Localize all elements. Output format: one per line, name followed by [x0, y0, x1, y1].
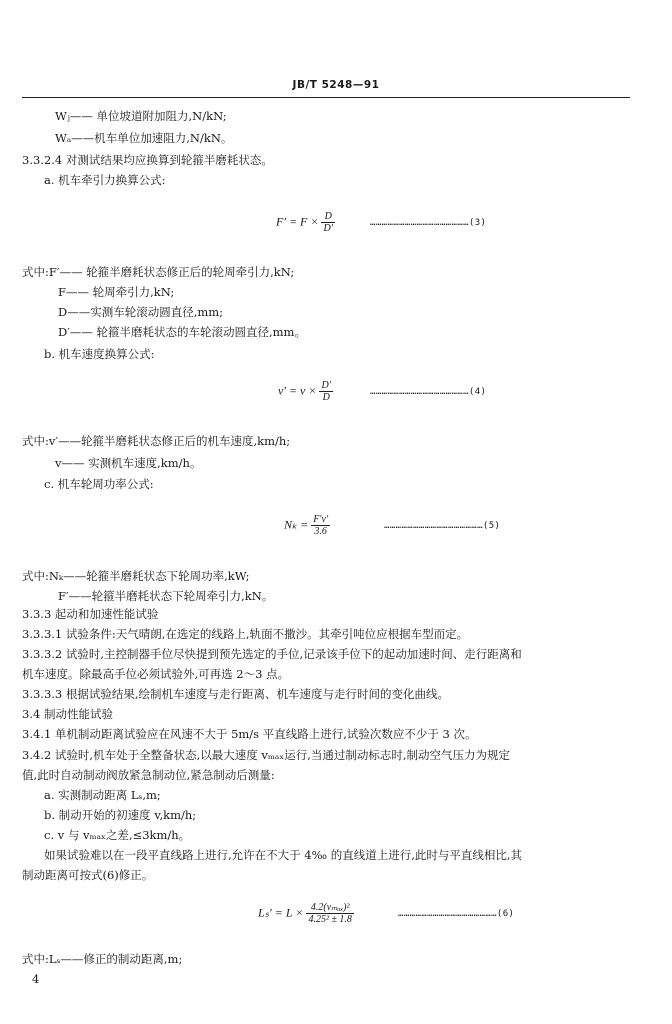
clause-3-4-2-line1: 3.4.2 试验时,机车处于全整备状态,以最大速度 vₘₐₓ运行,当通过制动标志时,制动空气压力为规定 [22, 748, 511, 762]
item-c-power: c. 机车轮周功率公式: [44, 477, 154, 491]
formula-6-numerator: 4.2(vₘₐₓ)² [306, 902, 354, 914]
formula-3-ref: ……………………………………………(3) [370, 218, 487, 228]
formula-4-fraction [319, 380, 332, 403]
clause-3-3-2-4: 3.3.2.4 对测试结果均应换算到轮箍半磨耗状态。 [22, 153, 273, 167]
item-b-speed: b. 机车速度换算公式: [44, 347, 155, 361]
clause-3-3-3-1: 3.3.3.1 试验条件:天气晴朗,在选定的线路上,轨面不撒沙。其牵引吨位应根据车型而定。 [22, 627, 469, 641]
list-item-b: b. 制动开始的初速度 v,km/h; [44, 808, 197, 822]
formula-5-numerator: F′v′ [313, 514, 329, 525]
formula-3-fraction [321, 211, 334, 234]
where-f: F—— 轮周牵引力,kN; [58, 285, 175, 299]
page-header: JB/T 5248—91 [292, 79, 380, 91]
clause-3-4: 3.4 制动性能试验 [22, 707, 113, 721]
formula-4-ref: ……………………………………………(4) [370, 387, 487, 397]
where-d: D——实测车轮滚动圆直径,mm; [58, 305, 224, 319]
clause-3-3-3-2-line2: 机车速度。除最高手位必须试验外,可再选 2～3 点。 [22, 667, 290, 681]
formula-6-lhs: Lₛ′ = L × [258, 905, 304, 920]
page-number: 4 [32, 972, 40, 986]
clause-3-3-3-2-line1: 3.3.3.2 试验时,主控制器手位尽快提到预先选定的手位,记录该手位下的起动加速时间、走行距离和 [22, 647, 522, 661]
paragraph-line1: 如果试验难以在一段平直线路上进行,允许在不大于 4‰ 的直线道上进行,此时与平直线相比,其 [44, 848, 523, 862]
where-f-prime: 式中:F′—— 轮箍半磨耗状态修正后的轮周牵引力,kN; [22, 265, 295, 279]
list-item-c: c. v 与 vₘₐₓ之差,≤3km/h。 [44, 828, 191, 842]
where-f-prime-2: F′——轮箍半磨耗状态下轮周牵引力,kN。 [58, 589, 274, 603]
formula-3 [276, 211, 335, 234]
def-wj: Wⱼ—— 单位坡道附加阻力,N/kN; [55, 109, 227, 123]
where-v-prime: 式中:v′——轮箍半磨耗状态修正后的机车速度,km/h; [22, 434, 291, 448]
def-wa: Wₐ——机车单位加速阻力,N/kN。 [55, 131, 233, 145]
clause-3-4-1: 3.4.1 单机制动距离试验应在风速不大于 5m/s 平直线路上进行,试验次数应不少于 3 次。 [22, 727, 477, 741]
formula-6-denominator: 4.25² ± 1.8 [308, 914, 352, 925]
formula-3-denominator: D′ [323, 223, 333, 234]
formula-5-denominator: 3.6 [314, 526, 327, 537]
clause-3-4-2-line2: 值,此时自动制动阀放紧急制动位,紧急制动后测量: [22, 768, 275, 782]
formula-5 [284, 514, 330, 537]
formula-6-ref: ……………………………………………(6) [398, 909, 515, 919]
formula-4-lhs: v′ = v × [278, 383, 317, 398]
formula-5-ref: ……………………………………………(5) [384, 521, 501, 531]
formula-4 [278, 380, 333, 403]
clause-3-3-3-3: 3.3.3.3 根据试验结果,绘制机车速度与走行距离、机车速度与走行时间的变化曲线。 [22, 687, 450, 701]
formula-6-fraction [306, 902, 354, 925]
formula-6 [258, 902, 354, 925]
paragraph-line2: 制动距离可按式(6)修正。 [22, 868, 154, 882]
where-nk: 式中:Nₖ——轮箍半磨耗状态下轮周功率,kW; [22, 569, 250, 583]
formula-5-fraction [311, 514, 330, 537]
list-item-a: a. 实测制动距离 Lₛ,m; [44, 788, 161, 802]
formula-5-lhs: Nₖ = [284, 517, 309, 532]
formula-3-lhs: F′ = F × [276, 214, 319, 229]
where-ls: 式中:Lₛ——修正的制动距离,m; [22, 952, 183, 966]
formula-4-denominator: D [322, 392, 330, 403]
where-d-prime: D′—— 轮箍半磨耗状态的车轮滚动圆直径,mm。 [58, 325, 306, 339]
where-v: v—— 实测机车速度,km/h。 [55, 456, 202, 470]
header-rule [22, 97, 630, 98]
formula-4-numerator: D′ [321, 380, 331, 391]
item-a-traction: a. 机车牵引力换算公式: [44, 173, 166, 187]
clause-3-3-3: 3.3.3 起动和加速性能试验 [22, 607, 159, 621]
formula-3-numerator: D [321, 211, 334, 223]
